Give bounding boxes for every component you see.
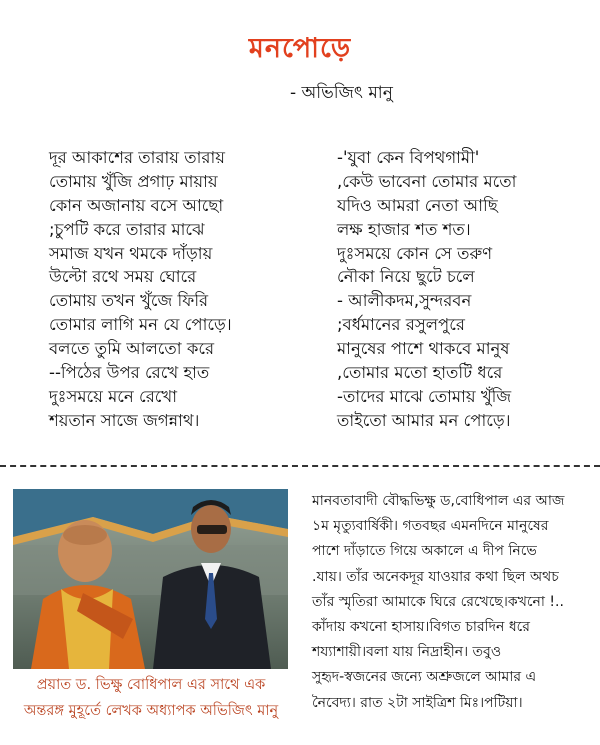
poem-line: বলতে তুমি আলতো করে: [49, 339, 215, 359]
poem-line: --পিঠের উপর রেখে হাত: [49, 363, 210, 383]
photo-caption: [6, 672, 296, 724]
poem-line: তোমায় তখন খুঁজে ফিরি: [49, 291, 209, 311]
note-line: কাঁদায় কখনো হাসায়।বিগত চারদিন ধরে: [312, 619, 531, 636]
note-line: নৈবেদ্য। রাত ২টা সাইত্রিশ মিঃ।পটিয়া।: [312, 694, 523, 711]
note-line: তাঁর স্মৃতিরা আমাকে ঘিরে রেখেছে।কখনো !..: [312, 593, 564, 610]
memorial-photo: [13, 489, 288, 669]
poem-line: তোমার লাগি মন যে পোড়ে।: [49, 315, 232, 335]
poem-column-left: [49, 146, 232, 433]
poem-line: লক্ষ হাজার শত শত।: [337, 219, 471, 239]
poem-title: মনপোড়ে: [248, 33, 352, 64]
note-line: ১ম মৃত্যুবার্ষিকী। গতবছর এমনদিনে মানুষের: [312, 518, 549, 535]
poem-line: উল্টো রথে সময় ঘোরে: [49, 267, 197, 287]
poem-line: মানুষের পাশে থাকবে মানুষ: [337, 339, 510, 359]
note-line: সুহৃদ-স্বজনের জন্যে অশ্রুজলে আমার এ: [312, 669, 537, 686]
note-line: পাশে দাঁড়াতে গিয়ে অকালে এ দীপ নিভে: [312, 543, 537, 560]
poem-line: -'যুবা কেন বিপথগামী': [337, 148, 480, 167]
poem-line: - আলীকদম,সুন্দরবন: [337, 291, 472, 311]
poem-line: তোমায় খুঁজি প্রগাঢ় মায়ায়: [49, 171, 218, 191]
author-byline: - অভিজিৎ মানু: [290, 83, 393, 103]
poem-line: সমাজ যখন থমকে দাঁড়ায়: [49, 243, 213, 263]
poem-column-right: [337, 146, 516, 433]
poem-line: ,কেউ ভাবেনা তোমার মতো: [337, 171, 517, 191]
poem-line: ,তোমার মতো হাতটি ধরে: [337, 363, 503, 383]
poem-line: নৌকা নিয়ে ছুটে চলে: [337, 267, 475, 287]
poem-line: দূর আকাশের তারায় তারায়: [49, 148, 226, 167]
poem-line: যদিও আমরা নেতা আছি: [337, 195, 498, 215]
poem-line: -তাদের মাঝে তোমায় খুঁজি: [337, 386, 512, 406]
note-line: .যায়। তাঁর অনেকদূর যাওয়ার কথা ছিল অথচ: [312, 568, 559, 585]
poem-line: ;বর্ধমানের রসুলপুরে: [337, 315, 465, 335]
note-line: শয্যাশায়ী।বলা যায় নিদ্রাহীন। তবুও: [312, 644, 502, 661]
memorial-note: [312, 489, 594, 716]
poem-line: শয়তান সাজে জগন্নাথ।: [49, 410, 200, 430]
poem-line: তাইতো আমার মন পোড়ে।: [337, 410, 511, 430]
poem-line: কোন অজানায় বসে আছো: [49, 195, 224, 215]
poem-line: দুঃসময়ে কোন সে তরুণ: [337, 243, 493, 263]
poem-line: ;চুপটি করে তারার মাঝে: [49, 219, 205, 239]
caption-line: অন্তরঙ্গ মুহূর্তে লেখক অধ্যাপক অভিজিৎ মানু: [23, 703, 279, 719]
section-divider: [0, 465, 600, 467]
note-line: মানবতাবাদী বৌদ্ধভিক্ষু ড,বোধিপাল এর আজ: [312, 493, 565, 509]
poem-line: দুঃসময়ে মনে রেখো: [49, 386, 178, 406]
caption-line: প্রয়াত ড. ভিক্ষু বোধিপাল এর সাথে এক: [36, 677, 266, 693]
